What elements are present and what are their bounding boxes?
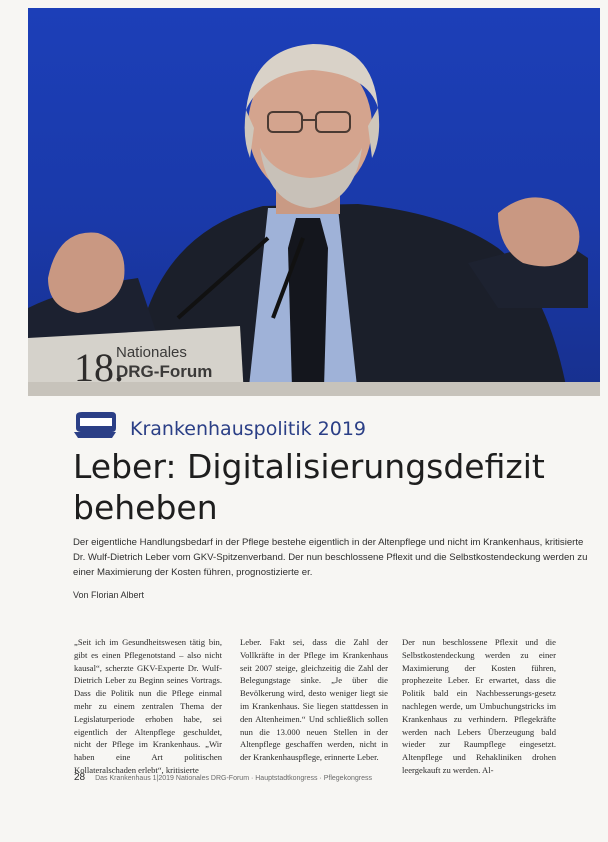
page-number: 28: [74, 772, 86, 783]
podium-line-2: DRG-Forum: [116, 362, 213, 381]
article-column-1: „Seit ich im Gesundheitswesen tätig bin, gibt es einen Pflegenotstand – also nicht kausal“, scherzte GKV-Experte Dr. Wulf-Dietrich Leber zu Beginn seines Vortrags. Dass die Politik nun die Pflege einmal mehr zu einem zentralen Thema der Legislaturperiode erhoben habe, sei eigentlich der Altenpflege geschuldet, nicht der Pflege im Krankenhaus. „Wir haben eine Art politischen Kollateralschaden erlebt“, kritisierte: [74, 637, 222, 775]
speaker-illustration: [28, 8, 600, 396]
footer-text: Das Krankenhaus 1|2019 Nationales DRG-Forum · Hauptstadtkongress · Pflegekongress: [95, 775, 372, 782]
article-column-2: Leber. Fakt sei, dass die Zahl der Vollkräfte in der Pflege im Krankenhaus seit 2007 steige, gleichzeitig die Zahl der Belegungstage sinke. „Je über die Bevölkerung wird, desto weniger liegt sie im Krankenhaus. Sie liegen stattdessen in den Altenheimen.“ Und schließlich sollen nun die 13.000 neuen Stellen in der Altenpflege geschaffen werden, nicht in der Krankenhauspflege, erinnerte Leber.: [240, 637, 388, 763]
article-column-3: Der nun beschlossene Pflexit und die Selbstkostendeckung werden zu einer Maximierung der Kosten führen, prophezeite Leber. Er erwartet, dass die Politik bald ein Nachbesserungs-gesetz nachlegen werde, um Umbuchungstricks im Krankenhaus zu verhindern. Pflegekräfte werden nach Lebers Überzeugung bald wieder zur Raumpflege eingesetzt. Altenpflege und Rehakliniken drohen leergekauft zu werden. Al-: [402, 637, 556, 775]
article-lead: Der eigentliche Handlungsbedarf in der Pflege bestehe eigentlich in der Altenpflege und nicht im Krankenhaus, kritisierte Dr. Wulf-Dietrich Leber vom GKV-Spitzenverband. Der nun beschlossene Pflexit und die Selbstkostendeckung werden zu einer Maximierung der Kosten führen, prognostizierte er.: [73, 537, 588, 578]
podium-number: 18.: [74, 345, 124, 390]
podium-line-1: Nationales: [116, 344, 187, 361]
article-headline: Leber: Digitalisierungsdefizit beheben: [73, 447, 545, 527]
article-byline: Von Florian Albert: [73, 590, 145, 600]
page-footer: [74, 772, 372, 783]
article-kicker: Krankenhauspolitik 2019: [130, 418, 367, 440]
hospital-bed-icon: [72, 410, 118, 440]
speaker-photo: [28, 8, 600, 396]
